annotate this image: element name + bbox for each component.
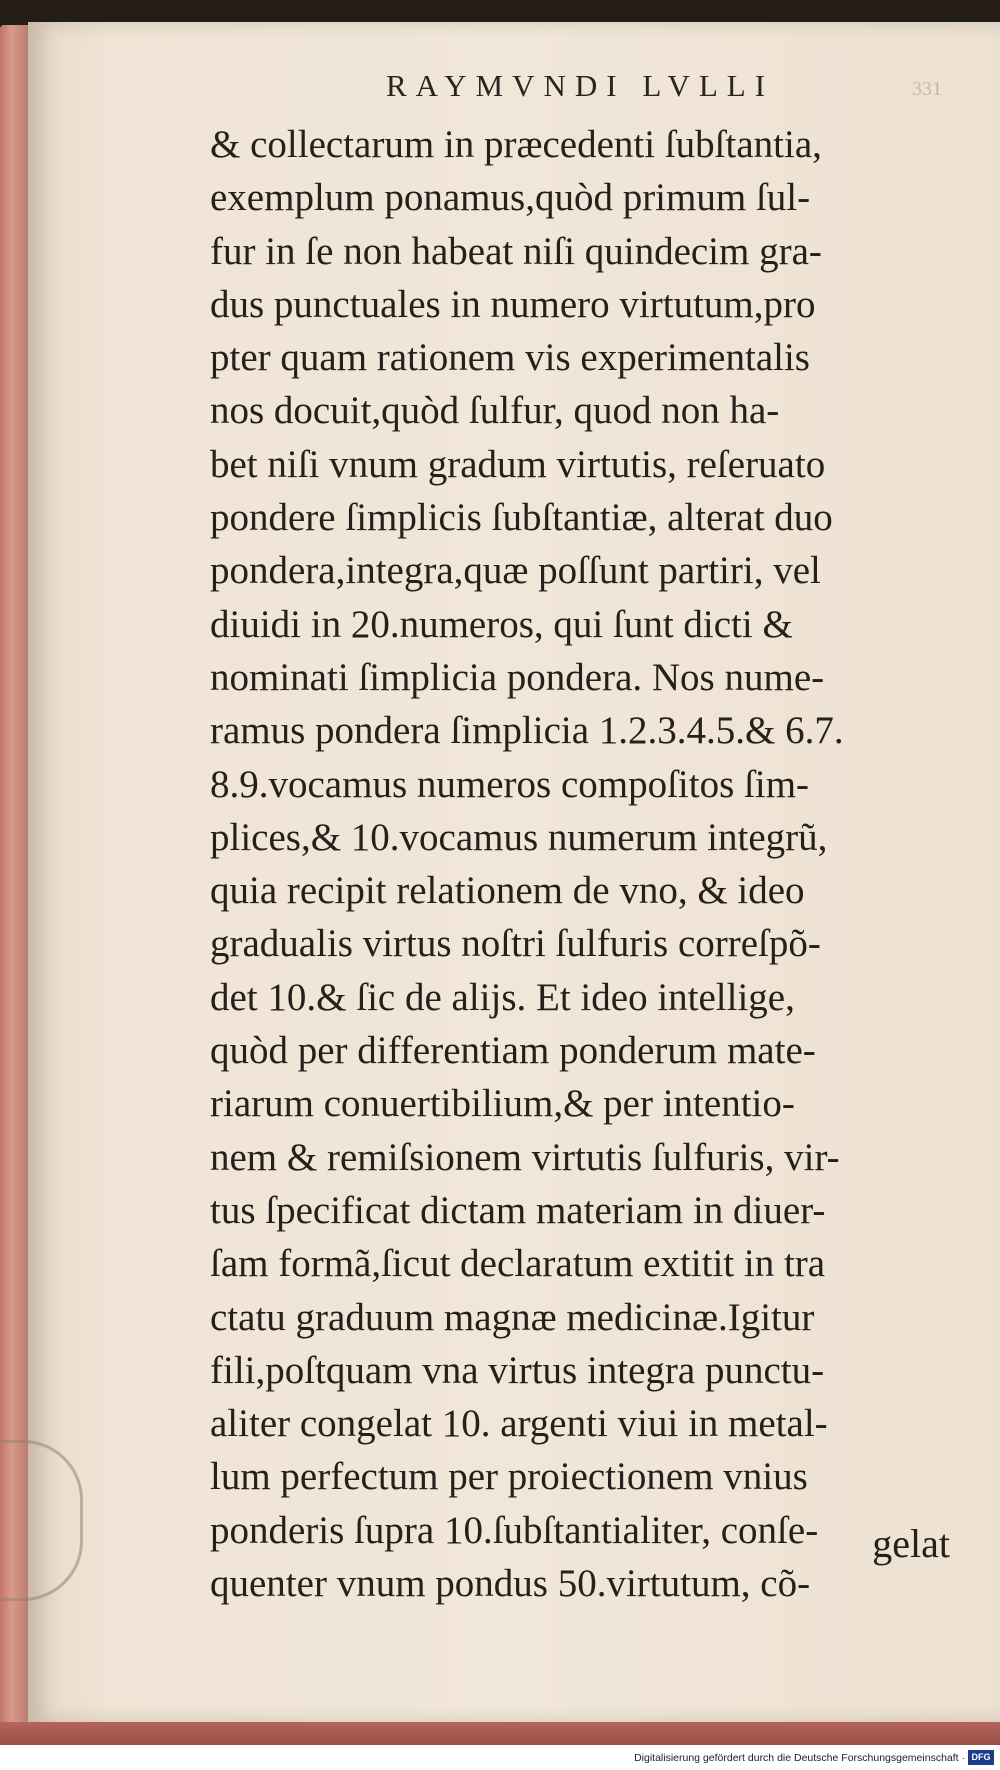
text-line: det 10.& ſic de alijs. Et ideo intellige, (210, 975, 795, 1019)
text-line: quia recipit relationem de vno, & ideo (210, 869, 805, 913)
text-line: tus ſpecificat dictam materiam in diuer- (210, 1188, 826, 1232)
text-line: lum perfectum per proiectionem vnius (210, 1455, 808, 1499)
page-clip (0, 1440, 83, 1601)
text-line: exemplum ponamus,quòd primum ſul- (210, 176, 811, 220)
text-line: & collectarum in præcedenti ſubſtantia, (210, 123, 822, 166)
running-head: RAYMVNDI LVLLI (385, 68, 775, 103)
text-line: ſam formã,ſicut declaratum extitit in tra (210, 1242, 826, 1286)
catchword: gelat (872, 1521, 950, 1566)
text-line: pondera,integra,quæ poſſunt partiri, vel (210, 549, 821, 593)
text-line: bet niſi vnum gradum virtutis, reſeruato (210, 442, 826, 486)
text-line: quenter vnum pondus 50.virtutum, cõ- (210, 1562, 811, 1606)
text-line: fili,poſtquam vna virtus integra punctu- (210, 1348, 825, 1392)
text-line: nos docuit,quòd ſulfur, quod non ha- (210, 389, 780, 433)
page-number: 331 (912, 78, 942, 100)
text-line: pondere ſimplicis ſubſtantiæ, alterat duo (210, 496, 833, 540)
text-line: dus punctuales in numero virtutum,pro (210, 282, 816, 326)
text-line: diuidi in 20.numeros, qui ſunt dicti & (210, 602, 793, 646)
digitization-credit: Digitalisierung gefördert durch die Deutsche Forschungsgemeinschaft · (634, 1752, 965, 1764)
text-line: quòd per differentiam ponderum mate- (210, 1029, 816, 1073)
text-line: aliter congelat 10. argenti viui in metal- (210, 1402, 828, 1446)
text-line: plices,& 10.vocamus numerum integrũ, (210, 815, 828, 859)
text-line: ramus pondera ſimplicia 1.2.3.4.5.& 6.7. (210, 709, 844, 753)
text-line: pter quam rationem vis experimentalis (210, 336, 810, 380)
text-line: fur in ſe non habeat niſi quindecim gra- (210, 229, 822, 273)
book-bottom-edge (0, 1722, 1000, 1745)
text-line: gradualis virtus noſtri ſulfuris correſpõ- (210, 922, 821, 966)
dfg-logo: DFG (968, 1750, 994, 1765)
text-line: nominati ſimplicia pondera. Nos nume- (210, 655, 825, 699)
text-line: 8.9.vocamus numeros compoſitos ſim- (210, 762, 810, 806)
text-line: ponderis ſupra 10.ſubſtantialiter, conſe- (210, 1508, 819, 1552)
text-line: nem & remiſsionem virtutis ſulfuris, vir- (210, 1135, 840, 1179)
text-line: riarum conuertibilium,& per intentio- (210, 1082, 795, 1126)
text-line: ctatu graduum magnæ medicinæ.Igitur (210, 1295, 815, 1339)
text-block (210, 118, 950, 1610)
